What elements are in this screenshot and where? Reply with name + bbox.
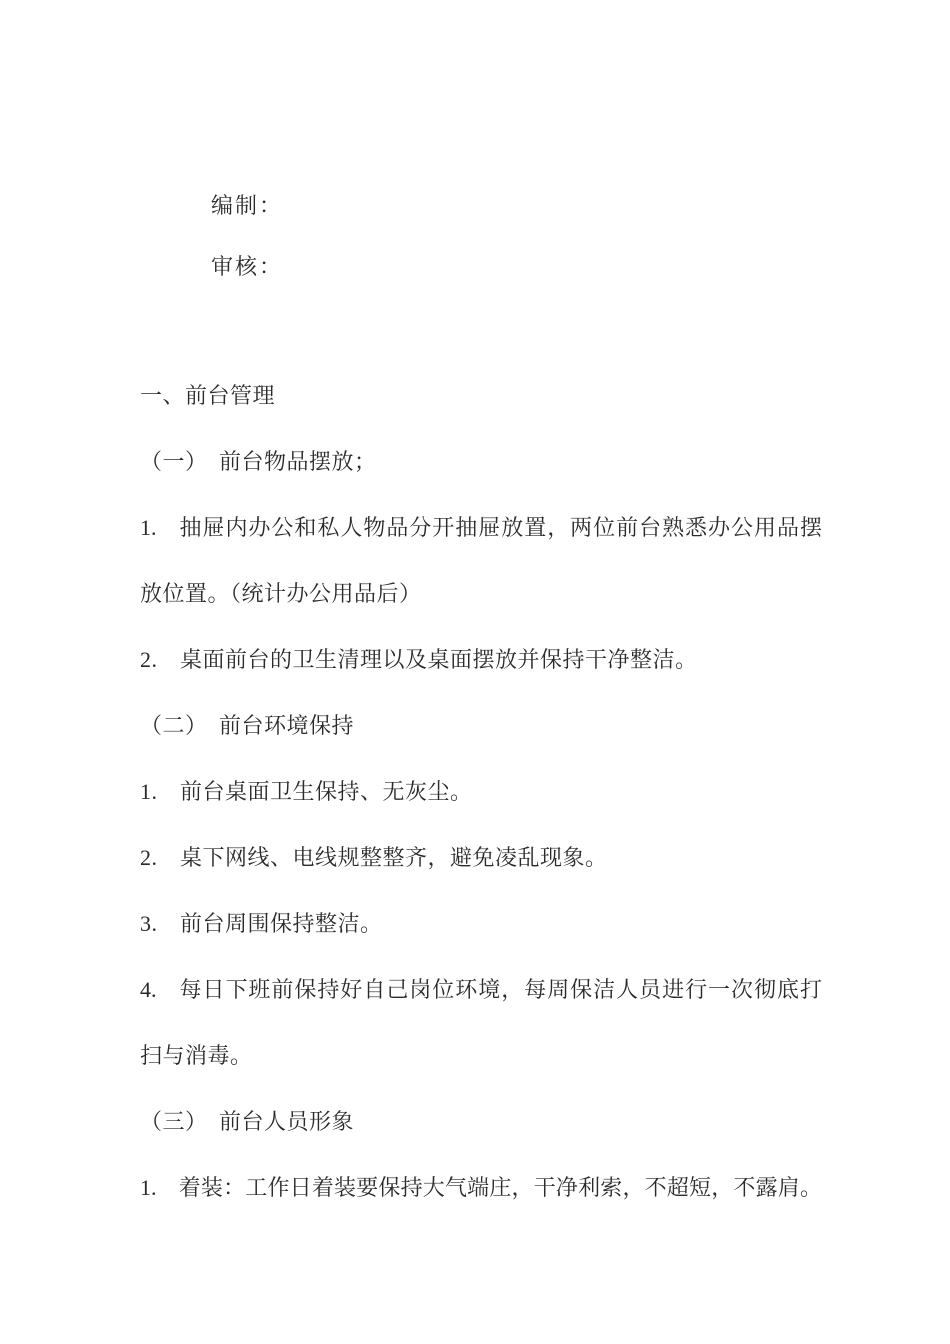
item-text: 4. 每日下班前保持好自己岗位环境，每周保洁人员进行一次彻底打 <box>140 977 822 1002</box>
item-text: 1. 着装：工作日着装要保持大气端庄，干净利索，不超短，不露肩。 <box>140 1175 822 1200</box>
item-text: 2. 桌面前台的卫生清理以及桌面摆放并保持干净整洁。 <box>140 647 698 672</box>
subsection-1-heading: （一） 前台物品摆放； <box>140 449 377 474</box>
subsection-3-heading: （三） 前台人员形象 <box>140 1109 355 1134</box>
subsection-2-heading: （二） 前台环境保持 <box>140 713 355 738</box>
section-1-heading: 一、前台管理 <box>140 383 276 408</box>
item-text-continuation: 放位置。（统计办公用品后） <box>140 581 422 606</box>
item-text: 2. 桌下网线、电线规整整齐，避免凌乱现象。 <box>140 845 608 870</box>
item-text: 1. 前台桌面卫生保持、无灰尘。 <box>140 779 473 804</box>
item-text: 1. 抽屉内办公和私人物品分开抽屉放置，两位前台熟悉办公用品摆 <box>140 515 822 540</box>
item-text-continuation: 扫与消毒。 <box>140 1043 253 1068</box>
compile-field-label: 编制： <box>211 193 284 218</box>
review-field-label: 审核： <box>211 254 284 279</box>
item-text: 3. 前台周围保持整洁。 <box>140 911 383 936</box>
